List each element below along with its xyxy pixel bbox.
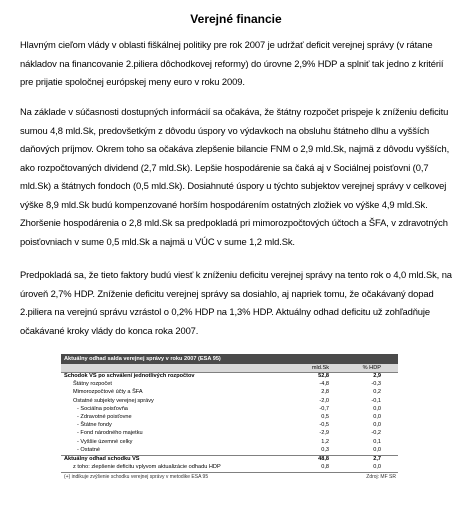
row-label: - Sociálna poisťovňa	[77, 405, 128, 412]
paragraph-1	[20, 36, 456, 92]
text-line: Hlavným cieľom vlády v oblasti fiškálnej politiky pre rok 2007 je udržať deficit verejnej správy (v rátane	[20, 39, 433, 50]
text-line: nákladov na financovanie 2.piliera dôchodkovej reformy) do úrovne 2,9% HDP a splniť tak jedno z kritérií	[20, 57, 444, 69]
value-pct-hdp: -0,1	[371, 397, 381, 404]
text-line: Na základe v súčasnosti dostupných informácií sa očakáva, že štátny rozpočet prispeje k zníženiu deficitu	[20, 106, 449, 117]
value-pct-hdp: 0,1	[373, 438, 381, 445]
row-label: - Vyššie územné celky	[77, 438, 133, 445]
row-label: - Štátne fondy	[77, 422, 112, 429]
text-line: pre prijatie spoločnej európskej meny euro v roku 2009.	[20, 76, 245, 87]
text-line: Zhoršenie hospodárenia o 2,8 mld.Sk sa predpokladá pri mimorozpočtových účtoch a ŠFA, v zdravotných	[20, 217, 448, 228]
value-pct-hdp: -0,3	[371, 381, 381, 388]
value-pct-hdp: 0,0	[373, 422, 381, 429]
value-mld-sk: 0,3	[321, 446, 329, 453]
value-mld-sk: -2,9	[319, 430, 329, 437]
text-line: ako rozpočtovaných dividend (2,7 mld.Sk). Lepšie hospodárenie sa čaká aj v Sociálnej poisťovni (0,7	[20, 161, 429, 173]
text-line: poisťovniach v sume 0,5 mld.Sk a najmä u VÚC v sume 1,2 mld.Sk.	[20, 235, 295, 247]
row-label: Aktuálny odhad schodku VS	[64, 455, 140, 462]
column-header-pct-hdp: % HDP	[362, 365, 381, 371]
deficit-table	[61, 354, 398, 482]
text-line: daňových príjmov. Okrem toho sa očakáva zlepšenie bilancie FNM o 2,9 mld.Sk, najmä z dôvodu vyšších,	[20, 143, 450, 154]
value-mld-sk: 0,8	[321, 464, 329, 471]
text-line: úroveň 2,7% HDP. Zníženie deficitu verejnej správy sa dosiahlo, aj napriek tomu, že očakávaný dopad	[20, 287, 434, 299]
row-label: Štátny rozpočet	[73, 381, 112, 388]
table-body	[61, 373, 398, 473]
row-label: - Fond národného majetku	[77, 430, 143, 437]
table-row	[61, 430, 398, 438]
row-label: Schodok VS po schválení jednotlivých rozpočtov	[64, 373, 195, 379]
table-header	[61, 364, 398, 373]
column-header-mld-sk: mld.Sk	[311, 365, 329, 371]
text-line: očakávané kroky vlády do konca roka 2007.	[20, 324, 199, 336]
value-mld-sk: -0,5	[319, 422, 329, 429]
table-source: Zdroj: MF SR	[366, 474, 396, 481]
value-mld-sk: -4,8	[319, 381, 329, 388]
text-line: Predpokladá sa, že tieto faktory budú viesť k zníženiu deficitu verejnej správy na tento rok o 4,0 mld.Sk, na	[20, 269, 452, 280]
text-line: 2.piliera na verejnú správu vzrástol o 0,2% HDP na 1,3% HDP. Aktuálny odhad deficitu už zohľadňuje	[20, 306, 431, 317]
text-line: mld.Sk) a štátnych fondoch (0,5 mld.Sk). Dosiahnuté úspory u týchto subjektov verejnej správy v celkovej	[20, 180, 447, 191]
table-row	[61, 422, 398, 430]
table-row	[61, 373, 398, 381]
table-row	[61, 455, 398, 464]
row-label: - Ostatné	[77, 446, 101, 453]
row-label: Ostatné subjekty verejnej správy	[73, 397, 154, 404]
text-line: sumou 4,8 mld.Sk, predovšetkým z dôvodu úspory vo výdavkoch na obsluhu štátneho dlhu a vyšších	[20, 124, 430, 136]
value-pct-hdp: 0,0	[373, 405, 381, 412]
table-row	[61, 406, 398, 414]
value-mld-sk: -0,7	[319, 405, 329, 412]
table-row	[61, 414, 398, 422]
value-mld-sk: 0,5	[321, 413, 329, 420]
value-pct-hdp: 0,0	[373, 413, 381, 420]
value-pct-hdp: -0,2	[371, 430, 381, 437]
paragraph-2	[20, 103, 456, 251]
paragraph-3	[20, 266, 456, 340]
value-mld-sk: 48,8	[318, 455, 329, 462]
value-pct-hdp: 0,0	[373, 446, 381, 453]
row-label: - Zdravotné poisťovne	[77, 413, 132, 420]
table-row	[61, 389, 398, 397]
value-mld-sk: 52,8	[318, 373, 329, 379]
text-line: výške 8,9 mld.Sk budú kompenzované horším hospodárením ostatných zložiek vo výške 4,9 mld.Sk.	[20, 198, 428, 210]
value-mld-sk: 1,2	[321, 438, 329, 445]
table-row	[61, 398, 398, 406]
value-pct-hdp: 2,9	[373, 373, 381, 379]
section-title: Verejné financie	[190, 12, 282, 26]
row-label: z toho: zlepšenie deficitu vplyvom aktualizácie odhadu HDP	[73, 464, 221, 471]
table-title: Aktuálny odhad salda verejnej správy v roku 2007 (ESA 95)	[61, 354, 398, 364]
table-row	[61, 464, 398, 473]
value-mld-sk: 2,8	[321, 389, 329, 396]
value-pct-hdp: 0,2	[373, 389, 381, 396]
row-label: Mimorozpočtové účty a ŠFA	[73, 389, 143, 396]
table-note: (+) indikuje zvýšenie schodku verejnej správy v metodike ESA 95	[64, 474, 209, 481]
value-pct-hdp: 0,0	[373, 464, 381, 471]
table-row	[61, 447, 398, 455]
table-row	[61, 439, 398, 447]
value-mld-sk: -2,0	[319, 397, 329, 404]
value-pct-hdp: 2,7	[373, 455, 381, 462]
table-footer	[61, 474, 398, 482]
